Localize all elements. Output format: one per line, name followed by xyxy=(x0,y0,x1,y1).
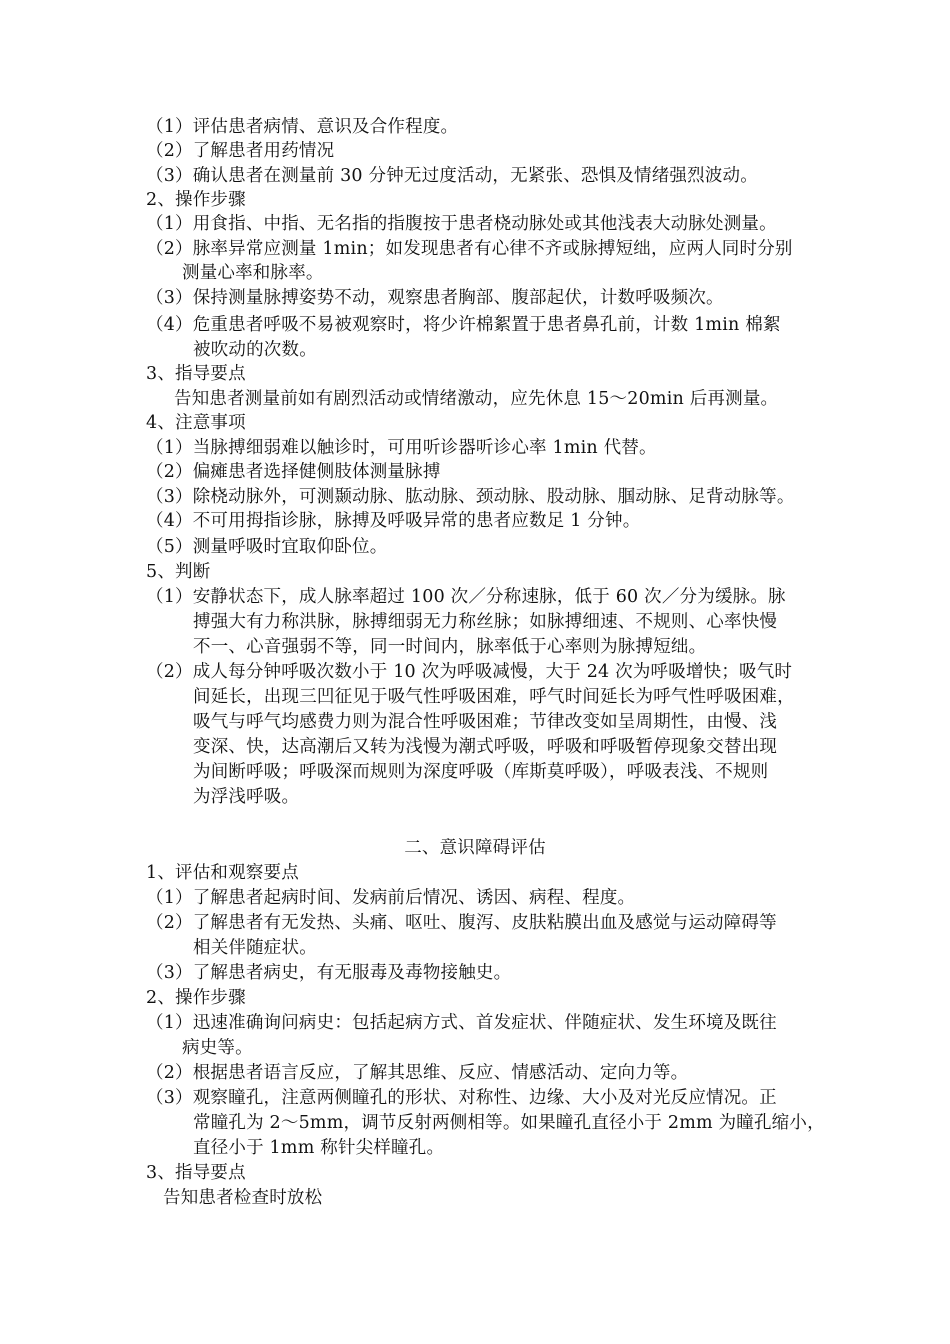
assess-1: （1）了解患者起病时间、发病前后情况、诱因、病程、程度。 xyxy=(146,888,636,908)
judge-heading: 5、判断 xyxy=(146,562,211,582)
steps2-3: （3）观察瞳孔，注意两侧瞳孔的形状、对称性、边缘、大小及对光反应情况。正 xyxy=(146,1088,777,1108)
step-2: （2）脉率异常应测量 1min；如发现患者有心律不齐或脉搏短绌，应两人同时分别 xyxy=(146,239,793,259)
step-1: （1）用食指、中指、无名指的指腹按于患者桡动脉处或其他浅表大动脉处测量。 xyxy=(146,214,777,234)
judge-2-cont-3: 变深、快，达高潮后又转为浅慢为潮式呼吸，呼吸和呼吸暂停现象交替出现 xyxy=(193,737,778,757)
steps2-1: （1）迅速准确询问病史：包括起病方式、首发症状、伴随症状、发生环境及既往 xyxy=(146,1013,777,1033)
judge-2-cont-5: 为浮浅呼吸。 xyxy=(193,787,300,807)
steps2-3-cont-1: 常瞳孔为 2～5mm，调节反射两侧相等。如果瞳孔直径小于 2mm 为瞳孔缩小， xyxy=(193,1113,825,1133)
judge-1: （1）安静状态下，成人脉率超过 100 次／分称速脉，低于 60 次／分为缓脉。脉 xyxy=(146,587,786,607)
step-4: （4）危重患者呼吸不易被观察时，将少许棉絮置于患者鼻孔前，计数 1min 棉絮 xyxy=(146,315,781,335)
guidance-heading: 3、指导要点 xyxy=(146,364,246,384)
steps2-heading: 2、操作步骤 xyxy=(146,988,246,1008)
steps2-3-cont-2: 直径小于 1mm 称针尖样瞳孔。 xyxy=(193,1138,445,1158)
steps2-1-cont: 病史等。 xyxy=(182,1038,253,1058)
section-title: 二、意识障碍评估 xyxy=(404,838,546,858)
step-4-cont: 被吹动的次数。 xyxy=(193,340,317,360)
note-4: （4）不可用拇指诊脉，脉搏及呼吸异常的患者应数足 1 分钟。 xyxy=(146,511,641,531)
judge-2: （2）成人每分钟呼吸次数小于 10 次为呼吸减慢，大于 24 次为呼吸增快；吸气时 xyxy=(146,662,793,682)
assess-heading: 1、评估和观察要点 xyxy=(146,863,299,883)
note-2: （2）偏瘫患者选择健侧肢体测量脉搏 xyxy=(146,462,441,482)
guidance2-heading: 3、指导要点 xyxy=(146,1163,246,1183)
judge-1-cont-2: 不一、心音强弱不等，同一时间内，脉率低于心率则为脉搏短绌。 xyxy=(193,637,707,657)
step-3: （3）保持测量脉搏姿势不动，观察患者胸部、腹部起伏，计数呼吸频次。 xyxy=(146,288,724,308)
guidance-text: 告知患者测量前如有剧烈活动或情绪激动，应先休息 15～20min 后再测量。 xyxy=(174,389,779,409)
assessment-item-1: （1）评估患者病情、意识及合作程度。 xyxy=(146,117,459,137)
assess-3: （3）了解患者病史，有无服毒及毒物接触史。 xyxy=(146,963,512,983)
assessment-item-2: （2）了解患者用药情况 xyxy=(146,141,335,161)
step-2-cont: 测量心率和脉率。 xyxy=(182,263,324,283)
judge-2-cont-1: 间延长，出现三凹征见于吸气性呼吸困难，呼气时间延长为呼气性呼吸困难， xyxy=(193,687,795,707)
steps2-2: （2）根据患者语言反应，了解其思维、反应、情感活动、定向力等。 xyxy=(146,1063,689,1083)
notes-heading: 4、注意事项 xyxy=(146,413,246,433)
assess-2-cont: 相关伴随症状。 xyxy=(193,938,317,958)
guidance2-text: 告知患者检查时放松 xyxy=(163,1188,323,1208)
assessment-item-3: （3）确认患者在测量前 30 分钟无过度活动，无紧张、恐惧及情绪强烈波动。 xyxy=(146,166,758,186)
judge-1-cont-1: 搏强大有力称洪脉，脉搏细弱无力称丝脉；如脉搏细速、不规则、心率快慢 xyxy=(193,612,778,632)
judge-2-cont-4: 为间断呼吸；呼吸深而规则为深度呼吸（库斯莫呼吸），呼吸表浅、不规则 xyxy=(193,762,769,782)
note-3: （3）除桡动脉外，可测颞动脉、肱动脉、颈动脉、股动脉、腘动脉、足背动脉等。 xyxy=(146,487,795,507)
steps-heading: 2、操作步骤 xyxy=(146,190,246,210)
note-1: （1）当脉搏细弱难以触诊时，可用听诊器听诊心率 1min 代替。 xyxy=(146,438,657,458)
judge-2-cont-2: 吸气与呼气均感费力则为混合性呼吸困难；节律改变如呈周期性，由慢、浅 xyxy=(193,712,778,732)
assess-2: （2）了解患者有无发热、头痛、呕吐、腹泻、皮肤粘膜出血及感觉与运动障碍等 xyxy=(146,913,777,933)
note-5: （5）测量呼吸时宜取仰卧位。 xyxy=(146,537,388,557)
